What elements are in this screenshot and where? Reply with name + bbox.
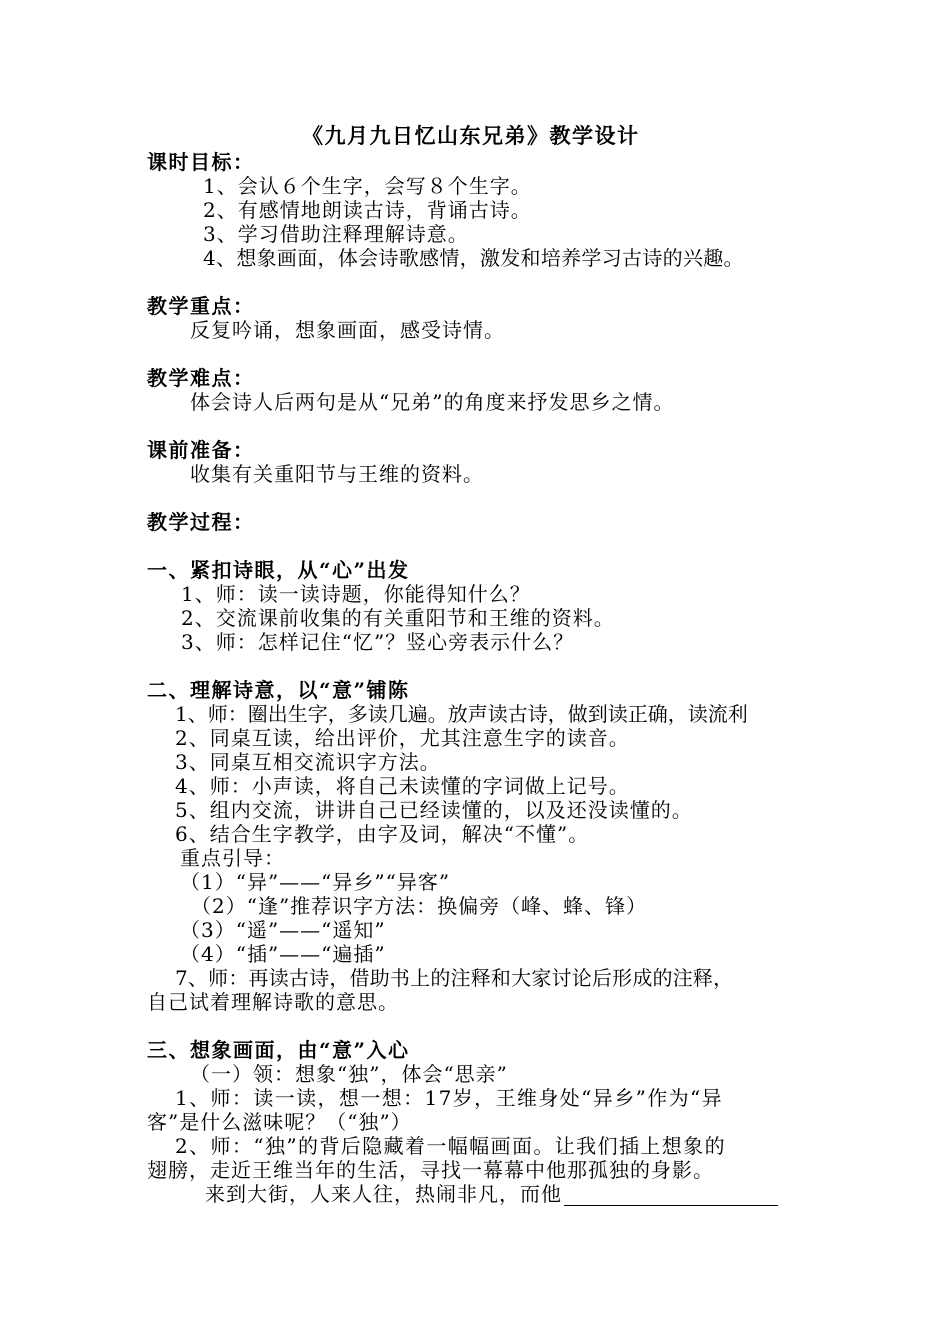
preparation-text: 收集有关重阳节与王维的资料。 bbox=[190, 462, 484, 486]
section3-subheading: （一）领：想象“独”，体会“思亲” bbox=[190, 1062, 508, 1086]
objectives-heading: 课时目标： bbox=[147, 150, 255, 174]
preparation-heading: 课前准备： bbox=[147, 438, 255, 462]
section1-heading: 一、紧扣诗眼，从“心”出发 bbox=[147, 558, 410, 582]
section3-fill-line bbox=[205, 1182, 778, 1206]
section2-guide-item: （1）“异”——“异乡”“异客” bbox=[180, 870, 451, 894]
section3-item: 1、师：读一读，想一想：17岁，王维身处“异乡”作为“异 bbox=[175, 1086, 724, 1110]
section2-item: 7、师：再读古诗，借助书上的注释和大家讨论后形成的注释， bbox=[175, 966, 734, 990]
difficulty-text: 体会诗人后两句是从“兄弟”的角度来抒发思乡之情。 bbox=[190, 390, 675, 414]
section2-item: 5、组内交流，讲讲自己已经读懂的，以及还没读懂的。 bbox=[175, 798, 693, 822]
section2-item: 1、师：圈出生字，多读几遍。放声读古诗，做到读正确，读流利 bbox=[175, 702, 748, 726]
section2-heading: 二、理解诗意，以“意”铺陈 bbox=[147, 678, 410, 702]
objective-item: 4、想象画面，体会诗歌感情，激发和培养学习古诗的兴趣。 bbox=[203, 246, 744, 270]
section2-subheading: 重点引导： bbox=[180, 846, 285, 870]
section2-item: 3、同桌互相交流识字方法。 bbox=[175, 750, 441, 774]
section2-guide-item: （4）“插”——“遍插” bbox=[180, 942, 386, 966]
section2-item: 4、师：小声读，将自己未读懂的字词做上记号。 bbox=[175, 774, 630, 798]
section1-item: 2、交流课前收集的有关重阳节和王维的资料。 bbox=[181, 606, 615, 630]
objective-item: 1、会认６个生字，会写８个生字。 bbox=[203, 174, 532, 198]
key-point-text: 反复吟诵，想象画面，感受诗情。 bbox=[190, 318, 505, 342]
section3-heading: 三、想象画面，由“意”入心 bbox=[147, 1038, 410, 1062]
section2-guide-item: （3）“遥”——“遥知” bbox=[180, 918, 386, 942]
section3-item: 2、师：“独”的背后隐藏着一幅幅画面。让我们插上想象的 bbox=[175, 1134, 726, 1158]
section2-item: 2、同桌互读，给出评价，尤其注意生字的读音。 bbox=[175, 726, 630, 750]
answer-blank bbox=[564, 1185, 778, 1206]
difficulty-heading: 教学难点： bbox=[147, 366, 255, 390]
key-point-heading: 教学重点： bbox=[147, 294, 255, 318]
document-title: 《九月九日忆山东兄弟》教学设计 bbox=[302, 123, 640, 148]
section3-item-continued: 客”是什么滋味呢？（“独”） bbox=[147, 1110, 412, 1134]
section1-item: 1、师：读一读诗题，你能得知什么？ bbox=[181, 582, 531, 606]
section3-fill-text: 来到大街，人来人往，热闹非凡，而他 bbox=[205, 1182, 562, 1206]
section1-item: 3、师：怎样记住“忆”？竖心旁表示什么？ bbox=[181, 630, 575, 654]
section3-item-continued: 翅膀，走近王维当年的生活，寻找一幕幕中他那孤独的身影。 bbox=[147, 1158, 714, 1182]
section2-item-continued: 自己试着理解诗歌的意思。 bbox=[147, 990, 399, 1014]
section2-item: 6、结合生字教学，由字及词，解决“不懂”。 bbox=[175, 822, 590, 846]
section2-guide-item: （2）“逢”推荐识字方法：换偏旁（峰、蜂、锋） bbox=[191, 894, 648, 918]
objective-item: 3、学习借助注释理解诗意。 bbox=[203, 222, 469, 246]
process-heading: 教学过程： bbox=[147, 510, 255, 534]
objective-item: 2、有感情地朗读古诗，背诵古诗。 bbox=[203, 198, 532, 222]
